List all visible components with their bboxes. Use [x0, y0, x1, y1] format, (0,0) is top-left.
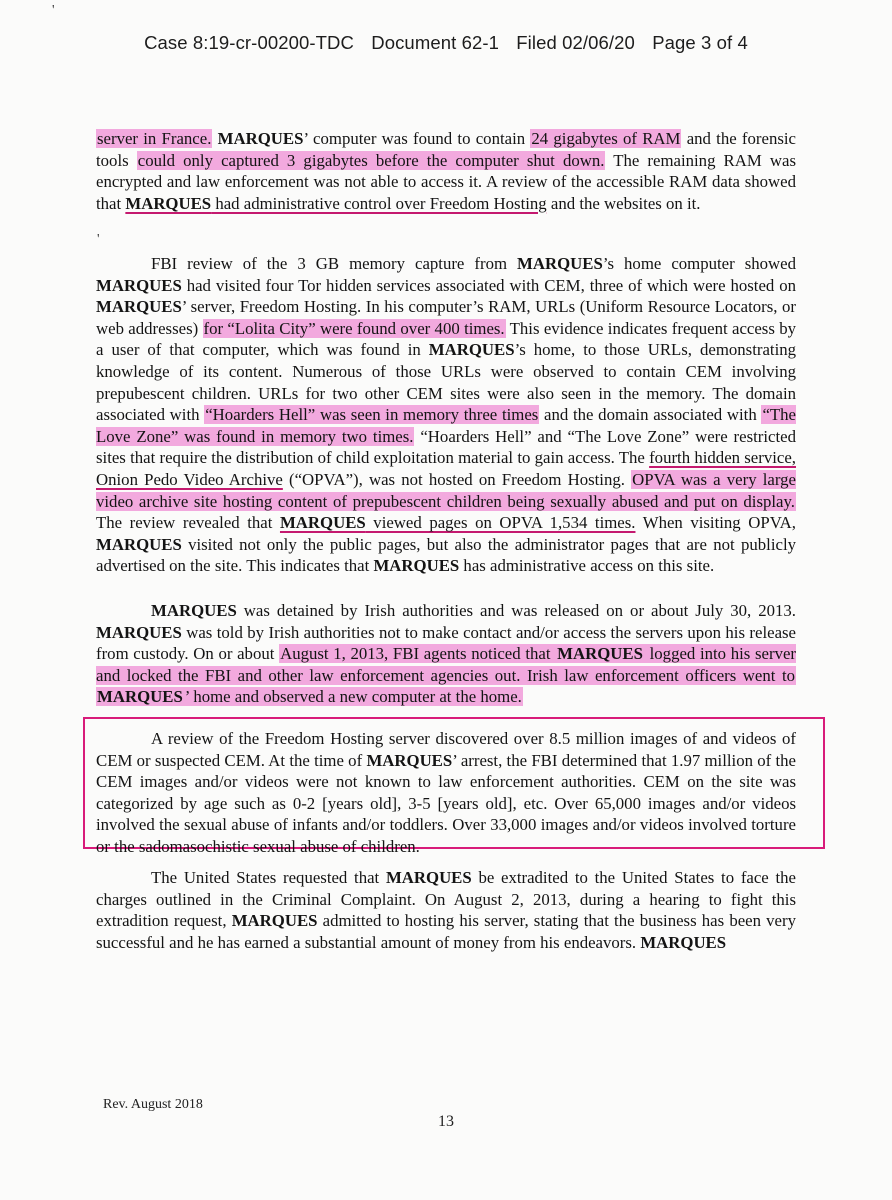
defendant-name: MARQUES: [366, 750, 453, 770]
highlight: “Hoarders Hell” was seen in memory three times: [205, 405, 539, 425]
highlight: logged into his server and locked the FBI and other law enforcement agencies out. Irish law enforcement officers went to: [96, 644, 797, 685]
defendant-name: MARQUES: [517, 254, 603, 273]
revision-note: Rev. August 2018: [103, 1097, 203, 1112]
highlight: could only captured 3 gigabytes before the computer shut down.: [137, 150, 605, 170]
defendant-name: MARQUES: [428, 340, 515, 360]
defendant-name: MARQUES: [385, 868, 472, 887]
defendant-name: MARQUES: [640, 932, 727, 952]
highlight: for “Lolita City” were found over 400 times.: [203, 318, 505, 338]
defendant-name: MARQUES: [96, 297, 182, 317]
case-number: Case 8:19-cr-00200-TDC: [144, 32, 354, 53]
defendant-name: MARQUES: [97, 687, 183, 707]
paragraph-fbi-review: FBI review of the 3 GB memory capture from MARQUES’s home computer showed MARQUES had visited four Tor hidden services associated with CEM, three of which were hosted on MARQUES’ server, Freedom Hosting. In his computer’s RAM, URLs (Uniform Resource Locators, or web addresses) for “Lolita City” were found over 400 times. This evidence indicates frequent access by a user of that computer, which was found in MARQUES’s home, to those URLs, demonstrating knowledge of its content. Numerous of those URLs were observed to contain CEM involving prepubescent children. URLs for two other CEM sites were also seen in the memory. The domain associated with “Hoarders Hell” was seen in memory three times and the domain associated with “The Love Zone” was found in memory two times. “Hoarders Hell” and “The Love Zone” were restricted sites that require the distribution of child exploitation material to gain access. The fourth hidden service, Onion Pedo Video Archive (“OPVA”), was not hosted on Freedom Hosting. OPVA was a very large video archive site hosting content of prepubescent children being sexually abused and put on display. The review revealed that MARQUES viewed pages on OPVA 1,534 times. When visiting OPVA, MARQUES visited not only the public pages, but also the administrator pages that are not publicly advertised on the site. This indicates that MARQUES has administrative access on this site.: [96, 254, 797, 576]
defendant-name: MARQUES: [96, 622, 182, 642]
defendant-name: MARQUES: [96, 534, 182, 554]
filed-date: Filed 02/06/20: [516, 32, 635, 53]
highlight: server in France.: [97, 129, 212, 148]
case-header: [0, 32, 892, 54]
highlight: August 1, 2013, FBI agents noticed that: [280, 644, 556, 664]
highlight: 24 gigabytes of RAM: [531, 129, 681, 148]
paragraph-server-review: A review of the Freedom Hosting server discovered over 8.5 million images of and videos of CEM or suspected CEM. At the time of MARQUES’ arrest, the FBI determined that 1.97 million of the CEM images and/or videos were not known to law enforcement authorities. CEM on the site was categorized by age such as 0-2 [years old], 3-5 [years old], etc. Over 65,000 images and/or videos involved the sexual abuse of infants and/or toddlers. Over 33,000 images and/or videos involved torture or the sadomasochistic sexual abuse of children.: [96, 729, 797, 856]
underlined-text: fourth hidden service, Onion Pedo Video Archive: [96, 448, 796, 489]
defendant-name: MARQUES: [96, 275, 182, 295]
defendant-name: MARQUES: [125, 193, 212, 213]
defendant-name: MARQUES: [231, 911, 318, 931]
defendant-name: MARQUES: [279, 513, 366, 533]
stray-mark-dot: ': [97, 232, 100, 247]
paragraph-ram-capture: server in France. MARQUES’ computer was found to contain 24 gigabytes of RAM and the forensic tools could only captured 3 gigabytes before the computer shut down. The remaining RAM was encrypted and law enforcement was not able to access it. A review of the accessible RAM data showed that MARQUES had administrative control over Freedom Hosting and the websites on it.: [96, 129, 796, 213]
page-number: 13: [438, 1113, 454, 1130]
paragraph-extradition: The United States requested that MARQUES be extradited to the United States to face the charges outlined in the Criminal Complaint. On August 2, 2013, during a hearing to fight this extradition request, MARQUES admitted to hosting his server, stating that the business has been very successful and he has earned a substantial amount of money from his endeavors. MARQUES: [96, 868, 796, 952]
paragraph-irish-detention: MARQUES was detained by Irish authorities and was released on or about July 30, 2013. MARQUES was told by Irish authorities not to make contact and/or access the servers upon his release from custody. On or about August 1, 2013, FBI agents noticed that MARQUES logged into his server and locked the FBI and other law enforcement agencies out. Irish law enforcement officers went to MARQUES ’ home and observed a new computer at the home.: [96, 601, 797, 707]
defendant-name: MARQUES: [373, 556, 460, 576]
stray-mark-dot: ': [52, 3, 55, 18]
defendant-name: MARQUES: [151, 601, 237, 620]
underlined-text: had administrative control over Freedom Hosting: [211, 193, 547, 213]
page-indicator: Page 3 of 4: [652, 32, 748, 53]
defendant-name: MARQUES: [557, 644, 643, 664]
document-number: Document 62-1: [371, 32, 500, 53]
underlined-text: viewed pages on OPVA 1,534 times.: [365, 513, 636, 533]
highlight: “The Love Zone” was found in memory two times.: [96, 405, 796, 446]
highlight: OPVA was a very large video archive site hosting content of prepubescent children being sexually abused and put on display.: [96, 469, 796, 511]
highlight: ’ home and observed a new computer at the home.: [184, 687, 522, 707]
defendant-name: MARQUES: [217, 129, 304, 148]
